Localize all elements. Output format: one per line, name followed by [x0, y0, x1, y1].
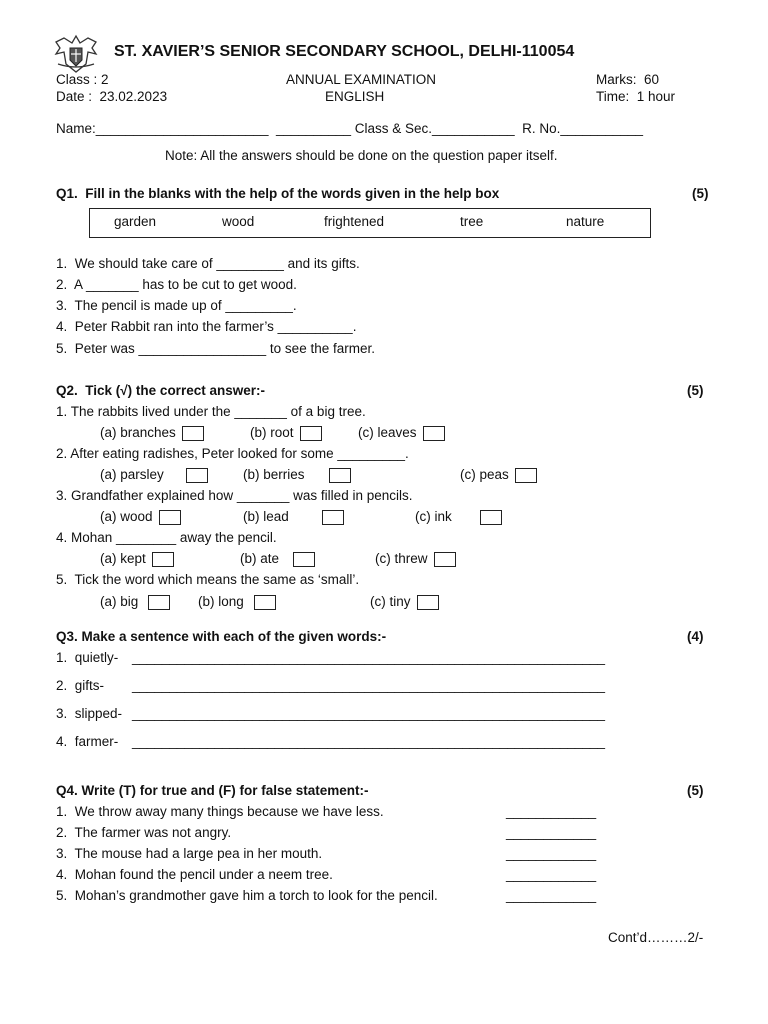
school-name: ST. XAVIER’S SENIOR SECONDARY SCHOOL, DELHI-110054 — [114, 43, 575, 60]
q3-word: 2. gifts- — [56, 678, 105, 693]
q1-item[interactable]: 5. Peter was _________________ to see the farmer. — [56, 341, 375, 356]
help-word: tree — [460, 214, 484, 229]
q2-option-a[interactable] — [100, 467, 208, 483]
q1-item[interactable]: 3. The pencil is made up of _________. — [56, 298, 297, 313]
option-label: (c) leaves — [358, 425, 417, 440]
q2-question: 4. Mohan ________ away the pencil. — [56, 530, 277, 545]
q4-statement: 3. The mouse had a large pea in her mouth. — [56, 846, 323, 861]
q4-title: Q4. Write (T) for true and (F) for false statement:- — [56, 783, 369, 798]
q3-word: 1. quietly- — [56, 650, 119, 665]
option-label: (b) berries — [243, 467, 305, 482]
q3-answer-line[interactable]: _______________________________________________________________ — [132, 650, 606, 665]
q2-option-b[interactable] — [250, 425, 322, 441]
option-label: (b) root — [250, 425, 294, 440]
school-crest-logo — [50, 34, 102, 74]
name-class-roll-line[interactable]: Name:_______________________ __________ Class & Sec.___________ R. No.___________ — [56, 121, 643, 136]
tick-box[interactable] — [186, 468, 208, 483]
q2-option-a[interactable] — [100, 594, 170, 610]
q2-option-c[interactable] — [375, 551, 456, 567]
q2-option-c[interactable] — [460, 467, 537, 483]
q3-answer-line[interactable]: _______________________________________________________________ — [132, 678, 606, 693]
q2-question: 2. After eating radishes, Peter looked for some _________. — [56, 446, 409, 461]
option-label: (b) lead — [243, 509, 289, 524]
q2-option-c[interactable] — [415, 509, 502, 525]
q2-option-b[interactable] — [243, 467, 351, 483]
tick-box[interactable] — [480, 510, 502, 525]
q3-answer-line[interactable]: _______________________________________________________________ — [132, 734, 606, 749]
class-label: Class : 2 — [56, 72, 109, 87]
q3-marks: (4) — [687, 629, 704, 644]
q3-word: 3. slipped- — [56, 706, 123, 721]
date-label: Date : 23.02.2023 — [56, 89, 168, 104]
q4-statement: 2. The farmer was not angry. — [56, 825, 232, 840]
q1-item[interactable]: 2. A _______ has to be cut to get wood. — [56, 277, 297, 292]
help-word: nature — [566, 214, 605, 229]
instructions-note: Note: All the answers should be done on the question paper itself. — [165, 148, 558, 163]
option-label: (c) peas — [460, 467, 509, 482]
q4-statement: 5. Mohan’s grandmother gave him a torch to look for the pencil. — [56, 888, 438, 903]
option-label: (a) branches — [100, 425, 176, 440]
marks-label: Marks: 60 — [596, 72, 660, 87]
q2-option-c[interactable] — [370, 594, 439, 610]
option-label: (c) threw — [375, 551, 428, 566]
tick-box[interactable] — [182, 426, 204, 441]
option-label: (a) parsley — [100, 467, 164, 482]
option-label: (b) long — [198, 594, 244, 609]
q2-question: 1. The rabbits lived under the _______ of a big tree. — [56, 404, 366, 419]
tick-box[interactable] — [254, 595, 276, 610]
q4-marks: (5) — [687, 783, 704, 798]
q2-option-a[interactable] — [100, 509, 181, 525]
help-word: frightened — [324, 214, 385, 229]
q3-answer-line[interactable]: _______________________________________________________________ — [132, 706, 606, 721]
option-label: (c) ink — [415, 509, 452, 524]
q1-item[interactable]: 4. Peter Rabbit ran into the farmer’s __________. — [56, 319, 357, 334]
help-word: garden — [114, 214, 157, 229]
tick-box[interactable] — [148, 595, 170, 610]
q4-statement: 1. We throw away many things because we have less. — [56, 804, 384, 819]
help-word: wood — [222, 214, 255, 229]
q1-title: Q1. Fill in the blanks with the help of the words given in the help box — [56, 186, 500, 201]
q1-item[interactable]: 1. We should take care of _________ and its gifts. — [56, 256, 360, 271]
option-label: (c) tiny — [370, 594, 411, 609]
option-label: (a) big — [100, 594, 139, 609]
q4-answer-blank[interactable]: ____________ — [506, 888, 597, 903]
q2-option-c[interactable] — [358, 425, 445, 441]
q3-word: 4. farmer- — [56, 734, 119, 749]
option-label: (b) ate — [240, 551, 280, 566]
option-label: (a) kept — [100, 551, 146, 566]
tick-box[interactable] — [300, 426, 322, 441]
tick-box[interactable] — [322, 510, 344, 525]
subject-label: ENGLISH — [325, 89, 385, 104]
q2-option-b[interactable] — [240, 551, 315, 567]
option-label: (a) wood — [100, 509, 153, 524]
time-label: Time: 1 hour — [596, 89, 676, 104]
q2-question: 5. Tick the word which means the same as ‘small’. — [56, 572, 360, 587]
q4-answer-blank[interactable]: ____________ — [506, 867, 597, 882]
tick-box[interactable] — [423, 426, 445, 441]
q4-answer-blank[interactable]: ____________ — [506, 846, 597, 861]
q2-option-b[interactable] — [243, 509, 344, 525]
tick-box[interactable] — [515, 468, 537, 483]
q2-option-b[interactable] — [198, 594, 276, 610]
exam-title: ANNUAL EXAMINATION — [286, 72, 437, 87]
tick-box[interactable] — [434, 552, 456, 567]
q2-question: 3. Grandfather explained how _______ was filled in pencils. — [56, 488, 413, 503]
q3-title: Q3. Make a sentence with each of the given words:- — [56, 629, 387, 644]
q4-statement: 4. Mohan found the pencil under a neem tree. — [56, 867, 333, 882]
tick-box[interactable] — [329, 468, 351, 483]
q2-option-a[interactable] — [100, 551, 174, 567]
tick-box[interactable] — [159, 510, 181, 525]
q2-title: Q2. Tick (√) the correct answer:- — [56, 383, 265, 398]
q2-marks: (5) — [687, 383, 704, 398]
q4-answer-blank[interactable]: ____________ — [506, 825, 597, 840]
q4-answer-blank[interactable]: ____________ — [506, 804, 597, 819]
tick-box[interactable] — [293, 552, 315, 567]
tick-box[interactable] — [417, 595, 439, 610]
q1-marks: (5) — [692, 186, 709, 201]
q2-option-a[interactable] — [100, 425, 204, 441]
continued-label: Cont’d………2/- — [608, 930, 704, 945]
tick-box[interactable] — [152, 552, 174, 567]
